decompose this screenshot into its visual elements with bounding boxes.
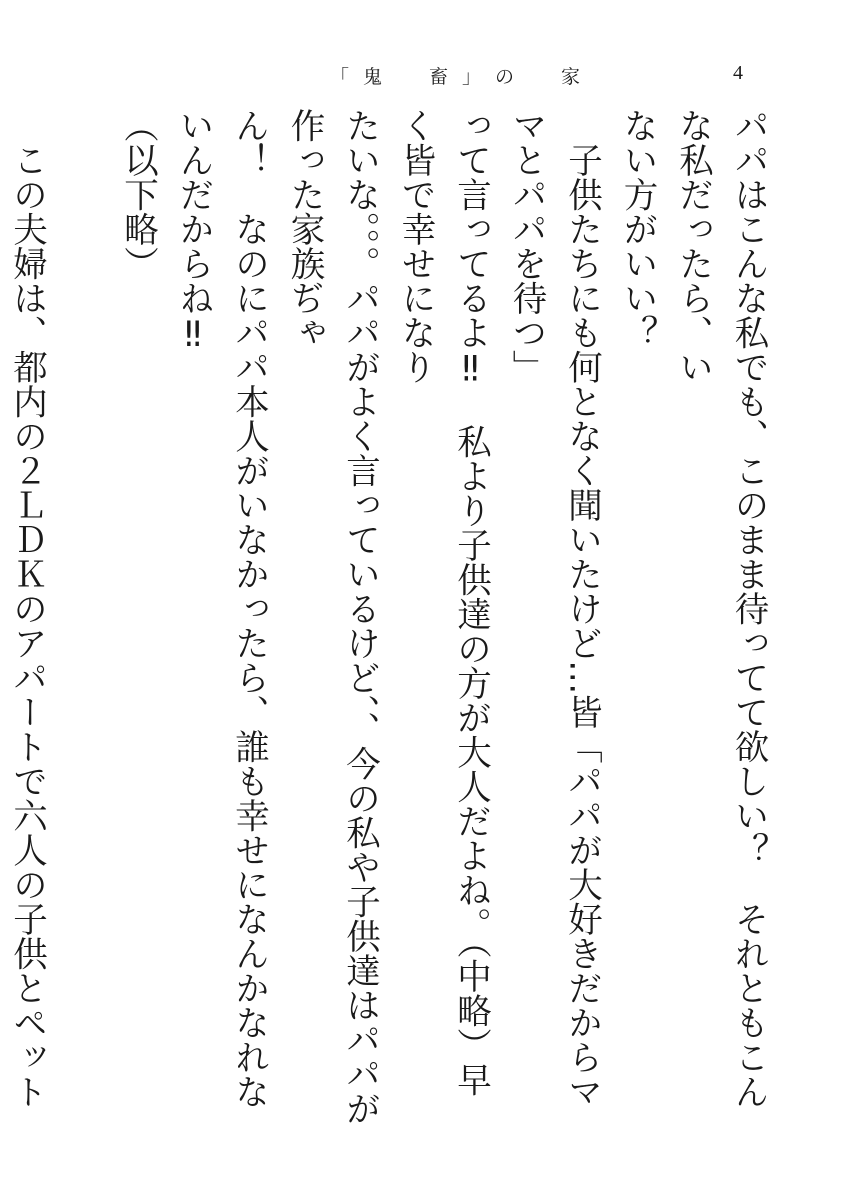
quote-line: パパはこんな私でも、このまま待ってて欲しい？ それともこんな私だったら、い — [672, 108, 768, 1109]
quote-line: ん！ なのにパパ本人がいなかったら、誰も幸せになんかなれないんだからね‼ — [173, 108, 269, 1109]
running-title: 「鬼 畜」の 家 — [330, 66, 595, 88]
quote-line: 子供たちにも何となく聞いたけど…皆「パパが大好きだからママとパパを待つ」 — [506, 108, 602, 1109]
paragraph-gap — [54, 108, 110, 1128]
vertical-body-text — [6, 108, 775, 1128]
page-number: 4 — [733, 62, 743, 84]
quote-line: って言ってるよ‼ 私より子供達の方が大人だよね。（中略）早く皆で幸せになり — [395, 108, 491, 1097]
quote-line: ない方がいい？ — [617, 108, 657, 350]
narrative-line: この夫婦は、都内の２ＬＤＫのアパートで六人の子供とペット — [6, 142, 47, 1109]
quote-line: たいな。。。パパがよく言っているけど、、今の私や子供達はパパが作った家族ぢゃ — [284, 108, 380, 1126]
quote-line: （以下略） — [117, 108, 158, 281]
